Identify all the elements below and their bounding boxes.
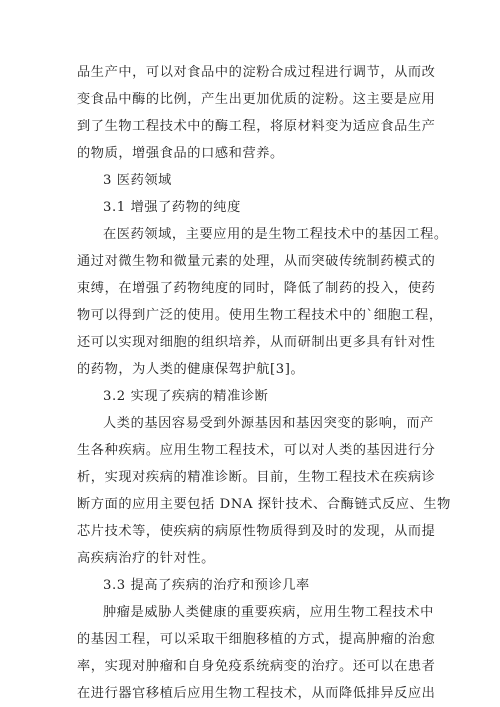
body-text-line: 通过对微生物和微量元素的处理，从而突破传统制药模式的 <box>77 254 436 269</box>
body-text-line: 束缚，在增强了药物纯度的同时，降低了制药的投入，使药 <box>77 281 436 296</box>
body-text-line: 变食品中酶的比例，产生出更加优质的淀粉。这主要是应用 <box>77 92 436 107</box>
subsection-heading: 3.2 实现了疾病的精准诊断 <box>103 389 269 404</box>
body-text-line: 在进行器官移植后应用生物工程技术，从而降低排异反应出 <box>77 686 436 701</box>
body-text-line: 还可以实现对细胞的组织培养，从而研制出更多具有针对性 <box>77 335 436 350</box>
paragraph-first-line: 人类的基因容易受到外源基因和基因突变的影响，而产 <box>103 416 434 431</box>
subsection-heading: 3.1 增强了药物的纯度 <box>103 200 241 215</box>
body-text-line: 率，实现对肿瘤和自身免疫系统病变的治疗。还可以在患者 <box>77 659 436 674</box>
body-text-line: 芯片技术等，使疾病的病原性物质得到及时的发现，从而提 <box>77 524 436 539</box>
body-text-line: 生各种疾病。应用生物工程技术，可以对人类的基因进行分 <box>77 443 436 458</box>
body-text-line: 的药物，为人类的健康保驾护航[3]。 <box>77 362 305 377</box>
body-text-line: 高疾病治疗的针对性。 <box>77 551 215 566</box>
body-text-line: 析，实现对疾病的精准诊断。目前，生物工程技术在疾病诊 <box>77 470 436 485</box>
paragraph-first-line: 肿瘤是威胁人类健康的重要疾病，应用生物工程技术中 <box>103 605 434 620</box>
paragraph-first-line: 在医药领域，主要应用的是生物工程技术中的基因工程。 <box>103 227 448 242</box>
body-text-line: 物可以得到广泛的使用。使用生物工程技术中的`细胞工程， <box>77 308 443 323</box>
body-text-line: 的基因工程，可以采取干细胞移植的方式，提高肿瘤的治愈 <box>77 632 436 647</box>
body-text-line: 到了生物工程技术中的酶工程，将原材料变为适应食品生产 <box>77 119 436 134</box>
body-text-line: 断方面的应用主要包括 DNA 探针技术、合酶链式反应、生物 <box>77 497 451 512</box>
section-heading: 3 医药领域 <box>103 173 172 188</box>
body-text-line: 品生产中，可以对食品中的淀粉合成过程进行调节，从而改 <box>77 65 436 80</box>
body-text-line: 的物质，增强食品的口感和营养。 <box>77 146 284 161</box>
subsection-heading: 3.3 提高了疾病的治疗和预诊几率 <box>103 578 310 593</box>
